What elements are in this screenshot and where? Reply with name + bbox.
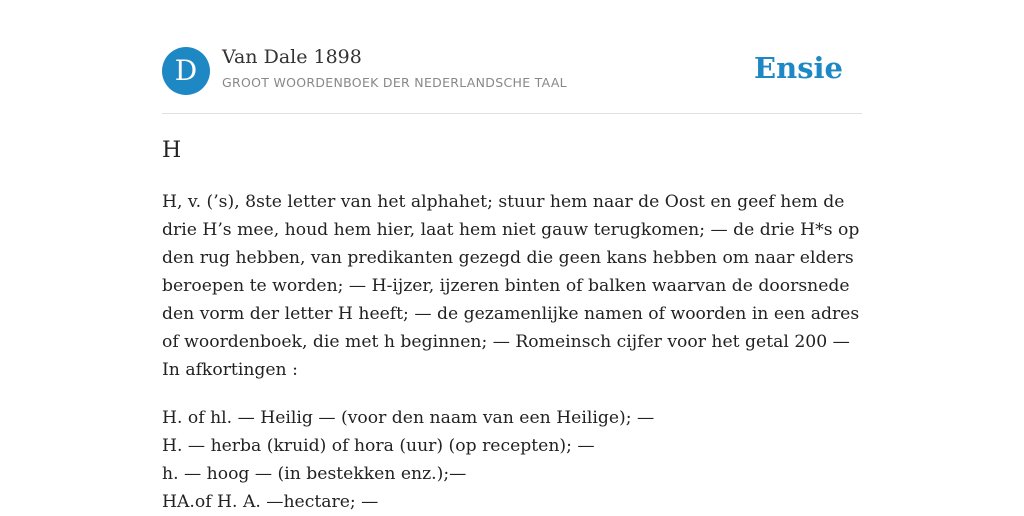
source-logo[interactable]: D [162, 47, 210, 95]
source-title[interactable]: Van Dale 1898 [222, 46, 362, 68]
entry-headword: H [162, 138, 182, 163]
abbreviation-list [162, 404, 862, 516]
header-divider [162, 113, 862, 114]
abbreviation-line: h. — hoog — (in bestekken enz.);— [162, 464, 467, 484]
page [162, 0, 862, 512]
entry-definition: H, v. (’s), 8ste letter van het alphahet; stuur hem naar de Oost en geef hem de drie H’s mee, houd hem hier, laat hem niet gauw terugkomen; — de drie H*s op den rug hebben, van predikanten gezegd die geen kans hebben om naar elders beroepen te worden; — H-ijzer, ijzeren binten of balken waarvan de doorsnede den vorm der letter H heeft; — de gezamenlijke namen of woorden in een adres of woordenboek, die met h beginnen; — Romeinsch cijfer voor het getal 200 — In afkortingen : [162, 192, 860, 380]
source-header [162, 46, 862, 96]
abbreviation-line: H. of hl. — Heilig — (voor den naam van een Heilige); — [162, 408, 655, 428]
abbreviation-line: HA.of H. A. —hectare; — [162, 492, 379, 512]
abbreviation-line: H. — herba (kruid) of hora (uur) (op recepten); — [162, 436, 595, 456]
source-subtitle: GROOT WOORDENBOEK DER NEDERLANDSCHE TAAL [222, 75, 567, 90]
brand-logo[interactable]: Ensie [754, 51, 843, 85]
